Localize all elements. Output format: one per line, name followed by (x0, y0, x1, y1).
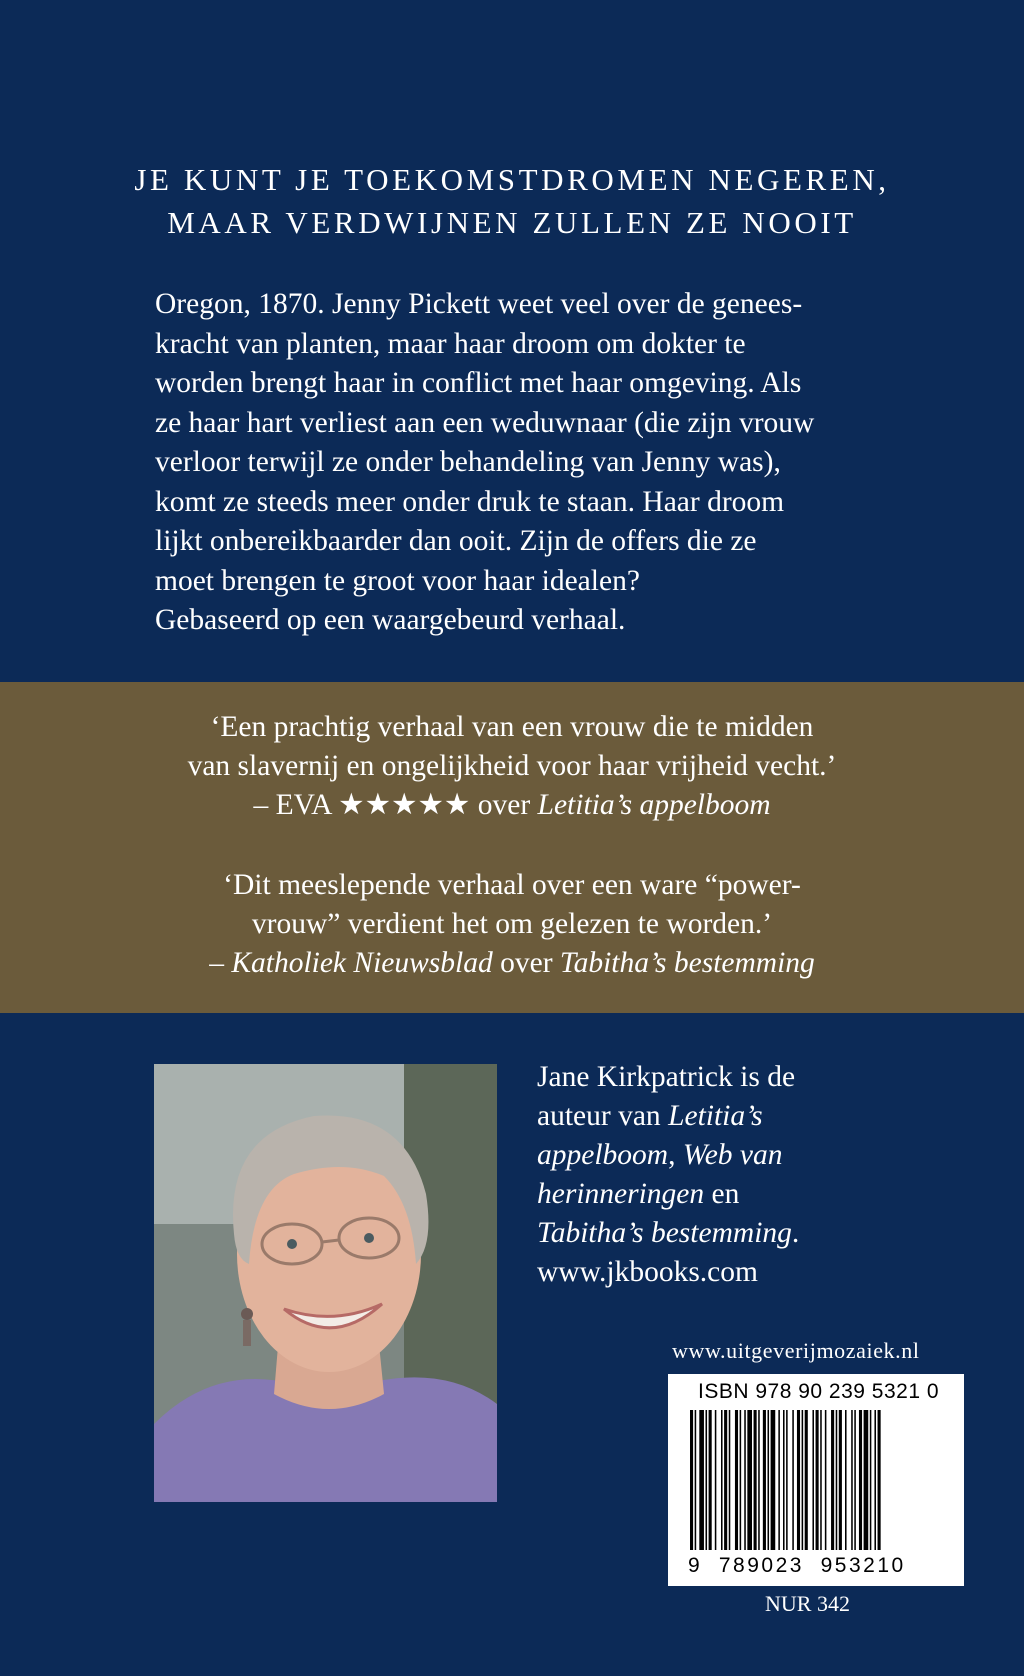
author-bio-text: . (791, 1217, 800, 1249)
review-quote-katholiek-nieuwsblad (0, 866, 1024, 983)
author-bio-text: auteur van (537, 1100, 669, 1132)
review-source-title: Letitia’s appelboom (537, 789, 771, 821)
author-bio-line (537, 1175, 977, 1214)
author-bio-line (537, 1136, 977, 1175)
publisher-url[interactable]: www.uitgeverijmozaiek.nl (672, 1338, 920, 1363)
author-bio-line (537, 1214, 977, 1253)
isbn-digits-left: 789023 (718, 1554, 804, 1577)
author-bio-text: en (704, 1178, 740, 1210)
review-source-dash: – (209, 947, 232, 979)
barcode-icon (690, 1410, 946, 1560)
author-bio-line: Jane Kirkpatrick is de (537, 1061, 796, 1093)
synopsis-line: lijkt onbereikbaarder dan ooit. Zijn de offers die ze (155, 525, 757, 557)
synopsis-line: Gebaseerd op een waargebeurd verhaal. (155, 604, 626, 636)
tagline (0, 158, 1024, 244)
synopsis-line: worden brengt haar in conflict met haar omgeving. Als (155, 367, 802, 399)
synopsis-line: komt ze steeds meer onder druk te staan. Haar droom (155, 485, 785, 518)
isbn-digits (688, 1554, 906, 1578)
tagline-line-1: JE KUNT JE TOEKOMSTDROMEN NEGEREN, (134, 162, 890, 197)
synopsis (155, 285, 905, 641)
review-source-title: Tabitha’s bestemming (559, 947, 815, 979)
review-source-publication: Katholiek Nieuwsblad (231, 947, 493, 979)
tagline-line-2: MAAR VERDWIJNEN ZULLEN ZE NOOIT (167, 205, 857, 240)
isbn-digits-right: 953210 (820, 1554, 906, 1577)
synopsis-line: kracht van planten, maar haar droom om dokter te (155, 327, 746, 360)
author-bio (537, 1058, 977, 1292)
synopsis-line: verloor terwijl ze onder behandeling van Jenny was), (155, 446, 781, 478)
review-quote-eva (0, 708, 1024, 825)
book-title: appelboom (537, 1139, 669, 1171)
review-source-mid: over (492, 947, 560, 979)
review-line: vrouw” verdient het om gelezen te worden.’ (251, 908, 773, 940)
author-bio-text: , (668, 1139, 683, 1171)
review-source (0, 944, 1024, 983)
isbn-barcode (668, 1374, 964, 1586)
review-line: van slavernij en ongelijkheid voor haar vrijheid vecht.’ (187, 750, 837, 782)
nur-code: NUR 342 (765, 1591, 850, 1616)
isbn-digit-first: 9 (688, 1554, 703, 1577)
author-portrait-illustration (154, 1064, 497, 1502)
book-title: Tabitha’s bestemming (537, 1217, 792, 1249)
synopsis-line: moet brengen te groot voor haar idealen? (155, 564, 640, 597)
book-title: Letitia’s (668, 1100, 763, 1132)
review-line: ‘Een prachtig verhaal van een vrouw die te midden (210, 711, 814, 743)
review-source (0, 786, 1024, 825)
review-line: ‘Dit meeslepende verhaal over een ware “power- (223, 869, 801, 901)
synopsis-line: Oregon, 1870. Jenny Pickett weet veel over de genees- (155, 288, 803, 320)
book-title: Web van (682, 1139, 783, 1171)
synopsis-line: ze haar hart verliest aan een weduwnaar (die zijn vrouw (155, 406, 815, 439)
author-bio-line (537, 1097, 977, 1136)
book-title: herinneringen (537, 1178, 705, 1210)
review-source-prefix: – EVA ★★★★★ over (253, 789, 538, 821)
author-photo (154, 1064, 497, 1502)
isbn-label: ISBN 978 90 239 5321 0 (698, 1380, 940, 1403)
author-website[interactable]: www.jkbooks.com (537, 1256, 758, 1288)
